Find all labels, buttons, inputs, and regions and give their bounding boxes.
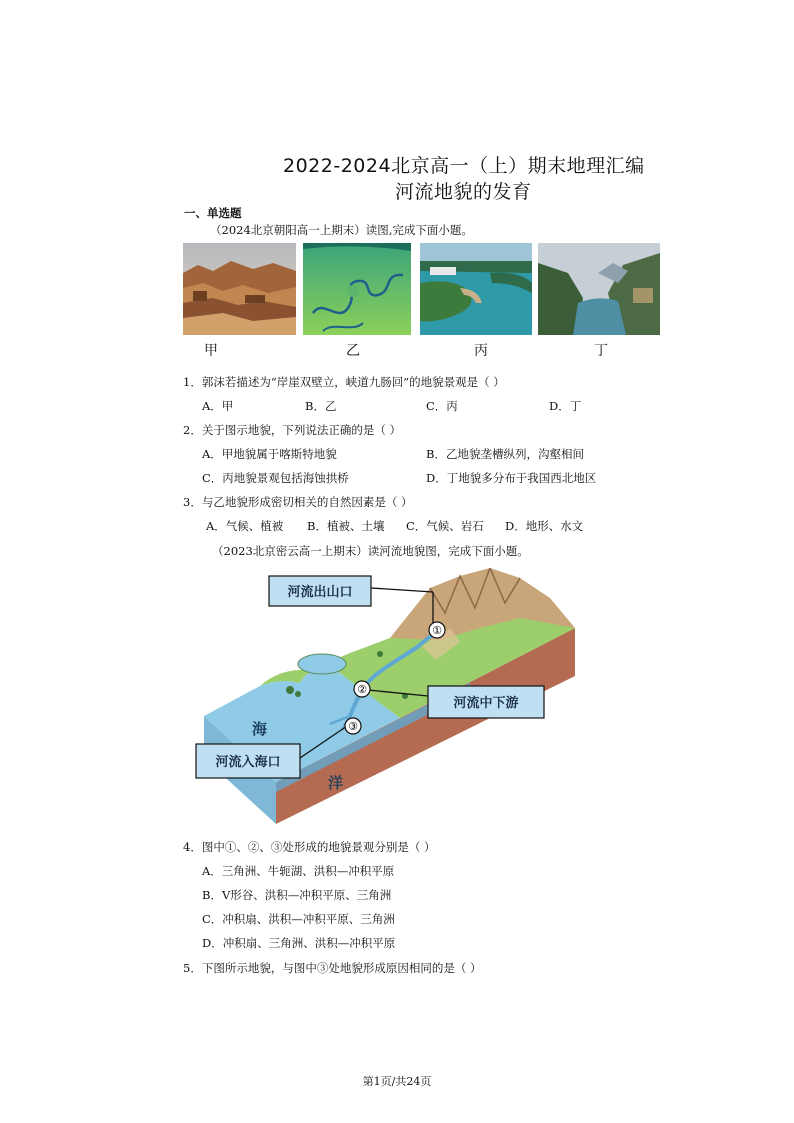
question-2-option-d: D．丁地貌多分布于我国西北地区 <box>426 471 597 485</box>
question-2-option-c: C．丙地貌景观包括海蚀拱桥 <box>202 471 349 485</box>
question-4-option-c: C．冲积扇、洪积—冲积平原、三角洲 <box>202 912 395 926</box>
question-4-option-d: D．冲积扇、三角洲、洪积—冲积平原 <box>202 936 396 950</box>
question-3-stem: 3．与乙地貌形成密切相关的自然因素是（ ） <box>183 495 413 509</box>
question-1-option-d: D．丁 <box>549 399 582 413</box>
sea-char-yang: 洋 <box>328 774 344 792</box>
question-3-option-c: C．气候、岩石 <box>406 519 484 533</box>
question-4-option-a: A．三角洲、牛轭湖、洪积—冲积平原 <box>202 864 395 878</box>
intro-text-1: （2024北京朝阳高一上期末）读图,完成下面小题。 <box>210 223 473 237</box>
sea-char-hai: 海 <box>252 720 268 738</box>
label-river-outlet: 河流出山口 <box>287 585 353 600</box>
marker-3: ③ <box>348 720 358 733</box>
marker-1: ① <box>432 624 442 637</box>
question-1-option-b: B．乙 <box>305 399 337 413</box>
yardang-landscape-photo <box>183 243 296 335</box>
river-landform-diagram <box>190 568 590 830</box>
photo-caption-ding: 丁 <box>594 343 608 359</box>
intro-text-2: （2023北京密云高一上期末）读河流地貌图，完成下面小题。 <box>212 544 529 558</box>
photo-caption-bing: 丙 <box>474 343 488 359</box>
river-gorge-photo <box>538 243 660 335</box>
question-2-stem: 2．关于图示地貌，下列说法正确的是（ ） <box>183 423 401 437</box>
question-1-stem: 1．郭沫若描述为“岸崖双壁立，峡道九肠回”的地貌景观是（ ） <box>183 375 505 389</box>
question-1-option-a: A．甲 <box>202 399 234 413</box>
page-title-line1: 2022-2024北京高一（上）期末地理汇编 <box>283 155 645 177</box>
photo-caption-jia: 甲 <box>204 343 218 359</box>
question-4-stem: 4．图中①、②、③处形成的地貌景观分别是（ ） <box>183 840 436 854</box>
question-2-option-b: B．乙地貌垄槽纵列，沟壑相间 <box>426 447 584 461</box>
question-2-option-a: A．甲地貌属于喀斯特地貌 <box>202 447 337 461</box>
page-title-line2: 河流地貌的发育 <box>395 181 532 203</box>
label-river-middle: 河流中下游 <box>453 696 519 711</box>
marker-2: ② <box>357 683 367 696</box>
label-river-mouth: 河流入海口 <box>215 755 281 770</box>
section-heading: 一、单选题 <box>184 206 242 220</box>
question-3-option-b: B．植被、土壤 <box>307 519 385 533</box>
photo-caption-yi: 乙 <box>346 343 360 359</box>
page-footer: 第1页/共24页 <box>362 1075 432 1088</box>
question-3-option-a: A．气候、植被 <box>206 519 284 533</box>
question-1-option-c: C．丙 <box>426 399 458 413</box>
question-4-option-b: B．V形谷、洪积—冲积平原、三角洲 <box>202 888 392 902</box>
question-3-option-d: D．地形、水文 <box>505 519 584 533</box>
meandering-river-photo <box>303 243 411 335</box>
sea-arch-coast-photo <box>420 243 532 335</box>
question-5-stem: 5．下图所示地貌，与图中③处地貌形成原因相同的是（ ） <box>183 961 482 975</box>
